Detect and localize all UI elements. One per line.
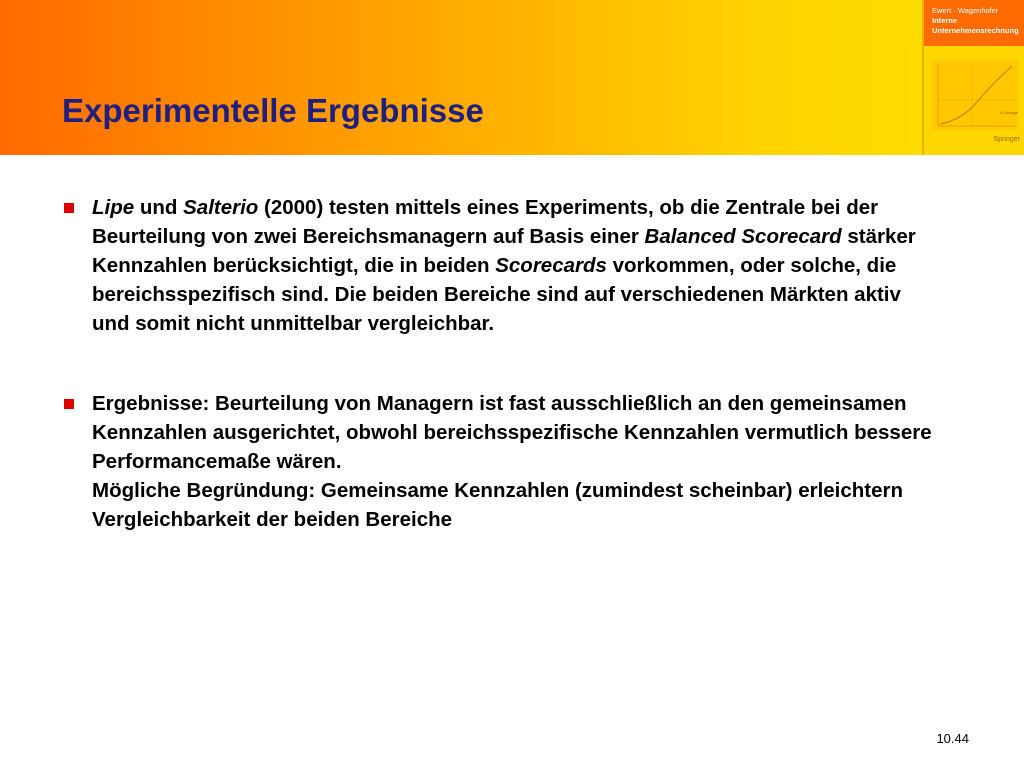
bullet-1-text-part1: (2000) testen mittels eines Experiments, ob die Zentrale bei der Beurteilung von zwei Bereichsmanagern auf Basis einer: [92, 196, 879, 248]
page-number: 10.44: [936, 731, 969, 746]
slide-title: Experimentelle Ergebnisse: [62, 92, 484, 129]
book-title-line2: Unternehmensrechnung: [932, 26, 1019, 35]
bullet-1-term-scorecards: Scorecards: [495, 254, 607, 277]
bullet-1-author-lipe: Lipe: [92, 196, 135, 219]
bullet-1-text-und: und: [134, 196, 184, 219]
book-cover-text: [932, 6, 1019, 36]
bullet-1-term-balanced-scorecard: Balanced Scorecard: [644, 225, 842, 248]
book-cover-image: [922, 0, 1024, 155]
bullet-item-1: [62, 193, 942, 338]
bullet-2-reason-text: Mögliche Begründung: Gemeinsame Kennzahlen (zumindest scheinbar) erleichtern Vergleichbarkeit der beiden Bereiche: [92, 479, 904, 531]
title-banner: [0, 0, 1024, 155]
book-title-line1: Interne: [932, 16, 958, 25]
book-cover-chart-icon: [932, 60, 1018, 130]
bullet-item-2: [62, 389, 942, 534]
square-bullet-icon: [64, 203, 74, 213]
bullet-list: [62, 193, 942, 534]
book-publisher: Springer: [993, 136, 1020, 143]
bullet-2-results-text: Ergebnisse: Beurteilung von Managern ist fast ausschließlich an den gemeinsamen Kennzahlen ausgerichtet, obwohl bereichsspezifische Kennzahlen vermutlich bessere Performancemaße wären.: [92, 392, 932, 473]
square-bullet-icon: [64, 399, 74, 409]
bullet-1-text-part2: stärker Kennzahlen berücksichtigt, die in beiden: [92, 225, 916, 277]
book-edition: 6. Auflage: [1000, 110, 1018, 115]
book-author: Ewert · Wagenhofer: [932, 6, 999, 15]
bullet-1-author-salterio: Salterio: [183, 196, 259, 219]
bullet-1-text-part3: vorkommen, oder solche, die bereichsspezifisch sind. Die beiden Bereiche sind auf verschiedenen Märkten aktiv und somit nicht unmittelbar vergleichbar.: [92, 254, 901, 335]
